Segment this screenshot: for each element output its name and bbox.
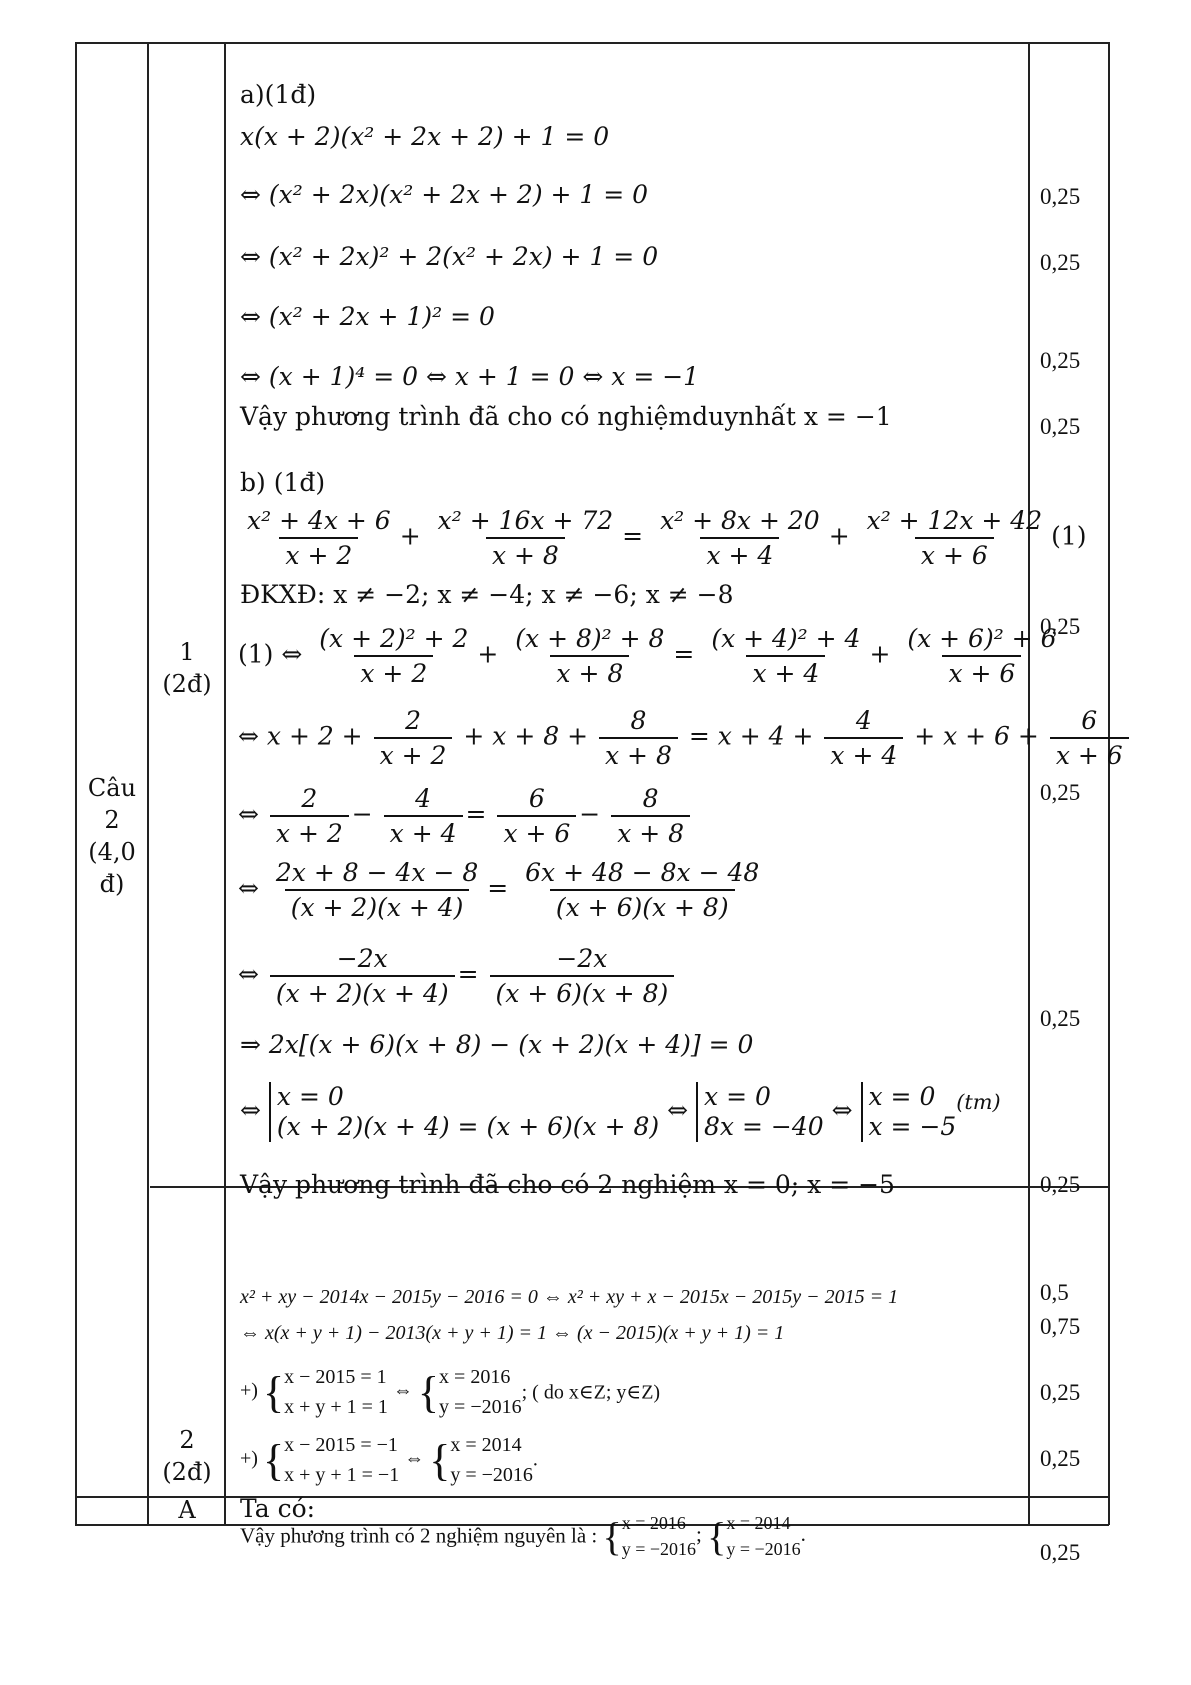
fraction: $\frac{8}{x + 8}$ <box>599 706 678 770</box>
equation-8: ⇔ x = 0 (x + 2)(x + 4) = (x + 6)(x + 8) ⇔ x = 0 8x = −40 ⇔ x = 0 $x = -5^{(tm)}$ <box>240 1082 1001 1141</box>
part-b-title: b) (1đ) <box>240 468 326 497</box>
part-a-line5: ⇔ (x + 1)⁴ = 0 ⇔ x + 1 = 0 ⇔ x = −1 <box>240 362 700 391</box>
equation-7: ⇒ 2x[(x + 6)(x + 8) − (x + 2)(x + 4)] = 0 <box>240 1030 754 1059</box>
fraction: $\frac{\text{x² + 16x + 72}}{x + 8}$ <box>437 506 614 570</box>
solution-set-bracket: x = 0 x = −5 <box>861 1082 957 1142</box>
col-border-3 <box>224 42 226 1525</box>
fraction: $\frac{\text{(x + 4)² + 4}}{x + 4}$ <box>711 624 861 688</box>
col-border-5 <box>1108 42 1110 1525</box>
col-border-2 <box>147 42 149 1525</box>
equation-4: ⇔ $\frac{2}{x + 2}$ − $\frac{4}{x + 4}$ = $\frac{6}{x + 6}$ − $\frac{8}{x + 8}$ <box>238 784 693 848</box>
dkxd-condition: ĐKXĐ: x ≠ −2; x ≠ −4; x ≠ −6; x ≠ −8 <box>240 580 734 609</box>
part2-case1: +) {x − 2015 = 1 x + y + 1 = 1 ⇔ {x = 2016 y = −2016; ( do x∈Z; y∈Z) <box>240 1366 661 1418</box>
fraction: $\frac{\text{x² + 8x + 20}}{x + 4}$ <box>660 506 820 570</box>
equation-5: ⇔ $\frac{2x + 8 - 4x - 8}{(x + 2)(x + 4)}$ = $\frac{6x + 48 - 8x - 48}{(x + 6)(x + 8)}$ <box>238 858 768 922</box>
equation-1: $\frac{\text{x² + 4x + 6}}{x + 2}$ + $\frac{\text{x² + 16x + 72}}{x + 8}$ = $\frac{\text{x² + 8x + 20}}{x + 4}$ + $\frac{\text{x² + 12x + 42}}{x + 6}$ (1) <box>238 506 1087 570</box>
score-c2: 0,75 <box>1040 1314 1081 1339</box>
fraction: $\frac{4}{x + 4}$ <box>824 706 903 770</box>
fraction: $\frac{\text{(x + 8)² + 8}}{x + 8}$ <box>515 624 665 688</box>
question-label: Câu 2 (4,0 đ) <box>87 774 137 898</box>
col-border-1 <box>75 42 77 1525</box>
part-a-line1: x(x + 2)(x² + 2x + 2) + 1 = 0 <box>240 122 610 151</box>
table-top-border <box>75 42 1109 44</box>
part-a-line4: ⇔ (x² + 2x + 1)² = 0 <box>240 302 495 331</box>
score-c1: 0,5 <box>1040 1280 1069 1305</box>
partA-text: Ta có: <box>240 1494 316 1523</box>
fraction: $\frac{6x + 48 - 8x - 48}{(x + 6)(x + 8)}$ <box>525 858 760 922</box>
solution-set-bracket: x = 0 (x + 2)(x + 4) = (x + 6)(x + 8) <box>269 1082 659 1142</box>
part-a-line2: ⇔ (x² + 2x)(x² + 2x + 2) + 1 = 0 <box>240 180 649 209</box>
partA-label: A <box>178 1496 196 1524</box>
fraction: $\frac{\text{x² + 4x + 6}}{x + 2}$ <box>247 506 391 570</box>
part2-case2: +) {x − 2015 = −1 x + y + 1 = −1 ⇔ {x = 2014 y = −2016. <box>240 1434 538 1486</box>
equation-3: ⇔ x + 2 + $\frac{2}{x + 2}$ + x + 8 + $\frac{8}{x + 8}$ = x + 4 + $\frac{4}{x + 4}$ + x + 6 + $\frac{6}{x + 6}$ <box>238 706 1132 770</box>
score-a4: 0,25 <box>1040 414 1081 439</box>
fraction: $\frac{8}{x + 8}$ <box>611 784 690 848</box>
fraction: $\frac{2x + 8 - 4x - 8}{(x + 2)(x + 4)}$ <box>275 858 479 922</box>
equation-6: ⇔ $\frac{-2x}{(x + 2)(x + 4)}$ = $\frac{-2x}{(x + 6)(x + 8)}$ <box>238 944 677 1008</box>
score-b4: 0,25 <box>1040 1172 1081 1197</box>
score-a3: 0,25 <box>1040 348 1081 373</box>
equation-tag: (1) <box>1051 521 1087 551</box>
partA-separator <box>75 1496 1109 1498</box>
score-b3: 0,25 <box>1040 1006 1081 1031</box>
part-a-conclusion: Vậy phương trình đã cho có nghiệmduynhất x = −1 <box>240 402 892 431</box>
score-a1: 0,25 <box>1040 184 1081 209</box>
fraction: $\frac{2}{x + 2}$ <box>270 784 349 848</box>
fraction: $\frac{6}{x + 6}$ <box>1050 706 1129 770</box>
score-c5: 0,25 <box>1040 1540 1081 1565</box>
part2-line1: x² + xy − 2014x − 2015y − 2016 = 0 ⇔ x² + xy + x − 2015x − 2015y − 2015 = 1 <box>240 1286 899 1308</box>
fraction: $\frac{6}{x + 6}$ <box>497 784 576 848</box>
part-a-title: a)(1đ) <box>240 80 317 109</box>
fraction: $\frac{2}{x + 2}$ <box>374 706 453 770</box>
col-border-4 <box>1028 42 1030 1525</box>
fraction: $\frac{-2x}{(x + 6)(x + 8)}$ <box>490 944 675 1008</box>
part2-label: 2 (2đ) <box>162 1426 212 1486</box>
equation-2: (1) ⇔ $\frac{\text{(x + 2)² + 2}}{x + 2}$ + $\frac{\text{(x + 8)² + 8}}{x + 8}$ = $\frac{\text{(x + 4)² + 4}}{x + 4}$ + $\frac{\text{(x + 6)² + 6}}{x + 6}$ <box>238 624 1065 688</box>
solution-set-bracket: x = 0 8x = −40 <box>696 1082 824 1142</box>
part2-conclusion: Vậy phương trình có 2 nghiệm nguyên là : {x = 2016 y = −2016; {x = 2014 y = −2016. <box>240 1513 806 1559</box>
score-c3: 0,25 <box>1040 1380 1081 1405</box>
part1-label: 1 (2đ) <box>162 638 212 698</box>
fraction: $\frac{-2x}{(x + 2)(x + 4)}$ <box>270 944 455 1008</box>
part-b-conclusion: Vậy phương trình đã cho có 2 nghiệm x = 0; x = −5 <box>240 1170 895 1199</box>
fraction: $\frac{\text{x² + 12x + 42}}{x + 6}$ <box>866 506 1043 570</box>
part-a-line3: ⇔ (x² + 2x)² + 2(x² + 2x) + 1 = 0 <box>240 242 659 271</box>
fraction: $\frac{4}{x + 4}$ <box>384 784 463 848</box>
score-b1: 0,25 <box>1040 614 1081 639</box>
score-c4: 0,25 <box>1040 1446 1081 1471</box>
fraction: $\frac{\text{(x + 2)² + 2}}{x + 2}$ <box>319 624 469 688</box>
fraction: $\frac{\text{(x + 6)² + 6}}{x + 6}$ <box>907 624 1057 688</box>
part2-line2: ⇔ x(x + y + 1) − 2013(x + y + 1) = 1 ⇔ (x − 2015)(x + y + 1) = 1 <box>240 1322 785 1344</box>
score-a2: 0,25 <box>1040 250 1081 275</box>
score-b2: 0,25 <box>1040 780 1081 805</box>
